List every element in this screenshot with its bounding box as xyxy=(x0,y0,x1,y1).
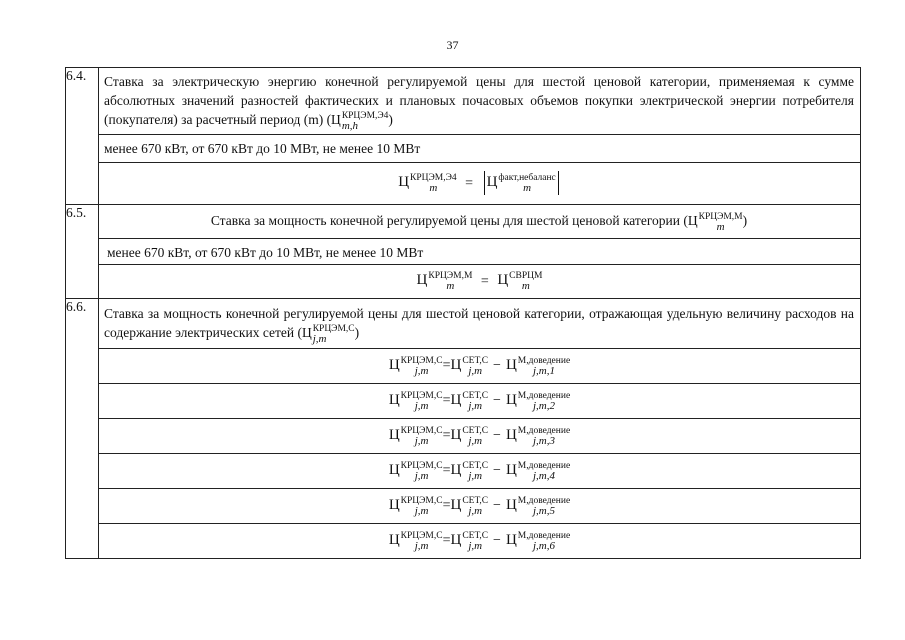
row-6-6-heading-text: Ставка за мощность конечной регулируемой цены для шестой ценовой категории, отражающая удельную величину расходов на содержание электрических сетей (Ц КРЦЭМ,C j,m ) xyxy=(104,305,854,345)
formula-6-6-3: Ц КРЦЭМ,C j,m =Ц СЕТ,C j,m − Ц М,доведение j,m,3 xyxy=(388,425,571,447)
row-6-5-condition-cell xyxy=(99,238,861,264)
row-6-6-formula-cell-5 xyxy=(99,488,861,523)
row-6-6-formula-1 xyxy=(66,348,861,383)
row-6-4-heading-cell xyxy=(99,68,861,135)
row-6-6-formula-cell-2 xyxy=(99,383,861,418)
row-6-4-condition-text: менее 670 кВт, от 670 кВт до 10 МВт, не менее 10 МВт xyxy=(104,140,421,156)
row-6-6-formula-cell-4 xyxy=(99,453,861,488)
row-6-5-condition-text: менее 670 кВт, от 670 кВт до 10 МВт, не менее 10 МВт xyxy=(107,244,424,260)
row-6-4-heading xyxy=(66,68,861,135)
formula-6-6-4: Ц КРЦЭМ,C j,m =Ц СЕТ,C j,m − Ц М,доведение j,m,4 xyxy=(388,460,571,482)
row-6-5-formula-cell xyxy=(99,264,861,298)
row-6-6-formula-cell-6 xyxy=(99,523,861,558)
formula-6-6-6: Ц КРЦЭМ,C j,m =Ц СЕТ,C j,m − Ц М,доведение j,m,6 xyxy=(388,530,571,552)
row-6-6-heading xyxy=(66,298,861,348)
row-6-6-formula-cell-1 xyxy=(99,348,861,383)
row-6-4-condition xyxy=(66,134,861,162)
row-6-4-formula xyxy=(66,162,861,204)
row-6-5-condition xyxy=(66,238,861,264)
formula-6-4: Ц КРЦЭМ,Э4 m = Ц факт,небаланс m xyxy=(398,171,561,195)
row-6-6-formula-2 xyxy=(66,383,861,418)
row-6-4-heading-text: Ставка за электрическую энергию конечной регулируемой цены для шестой ценовой категории, применяемая к сумме абсолютных значений разностей фактических и плановых почасовых объемов покупки электрической энергии потребителя (покупателя) за расчетный период (m) (Ц КРЦЭМ,Э4 m,h ) xyxy=(104,74,854,132)
row-6-5-heading xyxy=(66,204,861,238)
row-6-6-formula-6 xyxy=(66,523,861,558)
formula-6-6-2: Ц КРЦЭМ,C j,m =Ц СЕТ,C j,m − Ц М,доведение j,m,2 xyxy=(388,390,571,412)
tariff-table xyxy=(65,67,861,559)
row-6-6-formula-5 xyxy=(66,488,861,523)
row-6-5-formula xyxy=(66,264,861,298)
row-6-4-formula-cell xyxy=(99,162,861,204)
row-6-5-heading-cell xyxy=(99,204,861,238)
row-6-6-formula-cell-3 xyxy=(99,418,861,453)
formula-6-5: Ц КРЦЭМ,М m = Ц СВРЦМ m xyxy=(416,271,543,293)
row-6-5-number: 6.5. xyxy=(66,204,99,298)
row-6-6-formula-4 xyxy=(66,453,861,488)
page-number: 37 xyxy=(446,38,459,52)
row-6-5-heading-text: Ставка за мощность конечной регулируемой цены для шестой ценовой категории (Ц КРЦЭМ,М m ) xyxy=(210,211,748,233)
row-6-4-condition-cell xyxy=(99,134,861,162)
row-6-6-number: 6.6. xyxy=(66,298,99,558)
row-6-6-heading-cell xyxy=(99,298,861,348)
row-6-4-number: 6.4. xyxy=(66,68,99,205)
formula-6-6-1: Ц КРЦЭМ,C j,m =Ц СЕТ,C j,m − Ц М,доведение j,m,1 xyxy=(388,355,571,377)
formula-6-6-5: Ц КРЦЭМ,C j,m =Ц СЕТ,C j,m − Ц М,доведение j,m,5 xyxy=(388,495,571,517)
row-6-6-formula-3 xyxy=(66,418,861,453)
